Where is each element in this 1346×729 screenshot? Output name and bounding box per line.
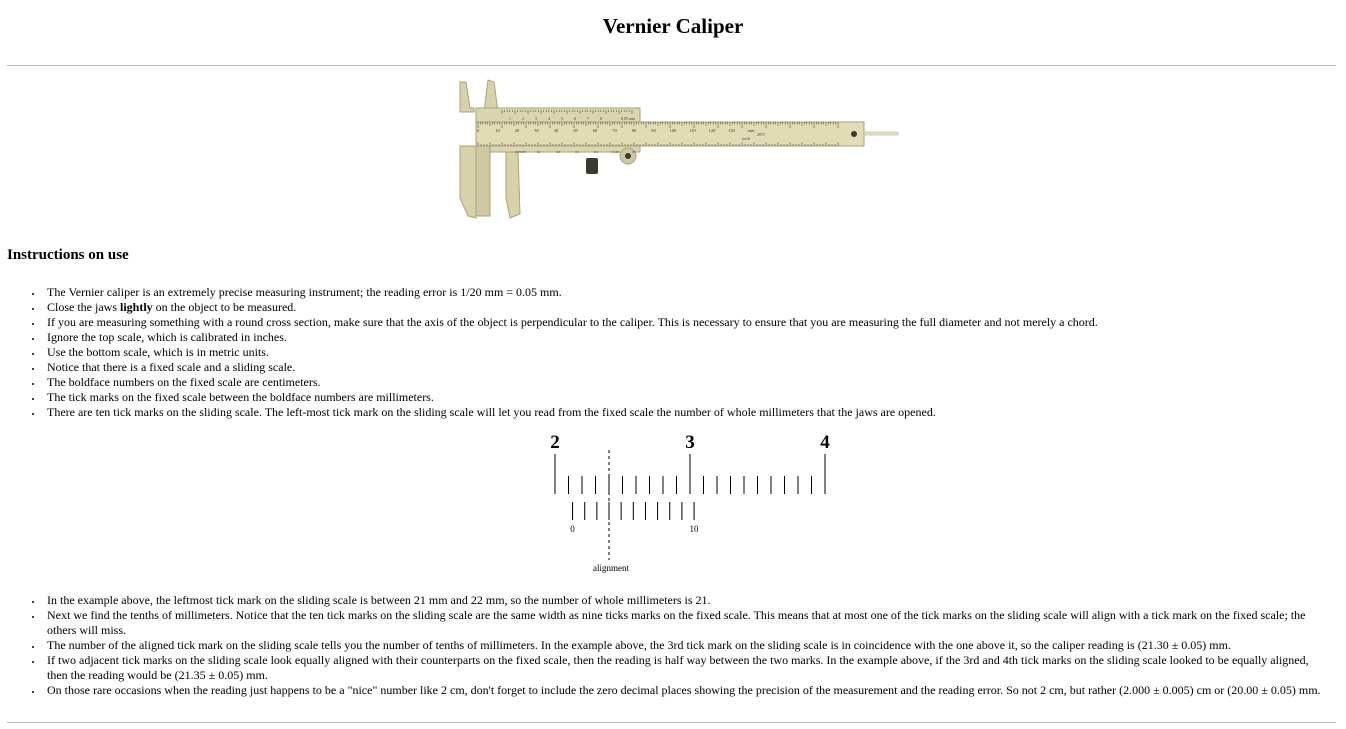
caliper-scale-label: 60 [592,128,598,133]
list-item [31,638,1331,653]
caliper-scale-label: mm [747,128,755,133]
vernier-diagram-svg [540,428,840,578]
sliding-jaw-upper [484,80,498,112]
instructions-list-2 [31,593,1331,698]
section-heading: Instructions on use [7,247,129,263]
thumb-wheel [586,158,598,174]
bold-text: lightly [120,300,153,314]
fixed-cm-label: 2 [550,432,560,453]
caliper-scale-label: 5 [561,116,563,121]
caliper-scale-label: inch [742,136,750,141]
caliper-scale-label: 70 [612,128,617,133]
vernier-label: 0 [570,524,575,534]
text-fragment: The tick marks on the fixed scale between the boldface numbers are millimeters. [47,390,434,404]
caliper-scale-label: 0 [476,128,480,133]
caliper-scale-label: 120 [708,128,716,133]
caliper-scale-label: 3 [535,116,537,121]
caliper-scale-label: 30 [534,128,539,133]
caliper-scale-label: 10 [495,128,500,133]
text-fragment: on the object to be measured. [152,300,297,314]
text-fragment: The number of the aligned tick mark on the sliding scale tells you the number of tenths of millimeters. In the example above, the 3rd tick mark on the sliding scale is in coincidence with the one above it, so the caliper reading is (21.30 ± 0.05) mm. [47,638,1231,652]
text-fragment: Ignore the top scale, which is calibrated in inches. [47,330,287,344]
fixed-cm-label: 4 [820,432,830,453]
caliper-scale-label: 80 [631,128,637,133]
text-fragment: If you are measuring something with a round cross section, make sure that the axis of the object is perpendicular to the caliper. This is necessary to ensure that you are measuring the full diameter and not merely a chord. [47,315,1098,329]
text-fragment: On those rare occasions when the reading just happens to be a "nice" number like 2 cm, don't forget to include the zero decimal places showing the precision of the measurement and the reading error. So not 2 cm, but rather (2.000 ± 0.005) cm or (20.00 ± 0.05) mm. [47,683,1321,697]
caliper-scale-label: 2 [522,116,524,121]
caliper-scale-label: 20 [514,128,520,133]
text-fragment: Next we find the tenths of millimeters. Notice that the ten tick marks on the sliding scale are the same width as nine ticks marks on the fixed scale. This means that at most one of the tick marks on the sliding scale will align with a tick mark on the fixed scale; the others will miss. [47,608,1306,637]
text-fragment: The boldface numbers on the fixed scale are centimeters. [47,375,321,389]
alignment-label: alignment [593,563,629,573]
list-item [31,653,1331,683]
caliper-scale-label: 1/INCH [514,150,526,154]
text-fragment: There are ten tick marks on the sliding scale. The left-most tick mark on the sliding scale will let you read from the fixed scale the number of whole millimeters that the jaws are opened. [47,405,936,419]
list-item [31,360,1331,375]
caliper-scale-label: 6 [574,116,576,121]
caliper-scale-label: 05 [632,150,636,154]
caliper-scale-label: 130 [728,128,735,133]
list-item [31,315,1331,330]
text-fragment: Use the bottom scale, which is in metric units. [47,345,269,359]
caliper-scale-label: 03 [575,150,579,154]
bottom-divider [7,722,1336,723]
text-fragment: The Vernier caliper is an extremely precise measuring instrument; the reading error is 1/20 mm = 0.05 mm. [47,285,562,299]
text-fragment: In the example above, the leftmost tick mark on the sliding scale is between 21 mm and 22 mm, so the number of whole millimeters is 21. [47,593,711,607]
caliper-scale-label: 8 [600,116,602,121]
fixed-jaw-lower [460,146,476,218]
caliper-scale-label: 0.05 mm [620,116,636,121]
list-item [31,345,1331,360]
caliper-scale-label: 50 [573,128,578,133]
fixed-jaw-upper [460,82,474,112]
caliper-scale-label: 20°C [756,132,766,137]
list-item [31,330,1331,345]
page-title: Vernier Caliper [602,14,744,38]
list-item [31,608,1331,638]
caliper-scale-label: 4 [548,116,550,121]
text-fragment: Notice that there is a fixed scale and a sliding scale. [47,360,296,374]
caliper-drawing [446,78,900,223]
list-item [31,405,1331,420]
vernier-caliper-image [446,78,900,223]
caliper-scale-label: 110 [689,128,696,133]
vernier-label: 10 [689,524,699,534]
list-item [31,390,1331,405]
caliper-scale-label: 04 [594,150,598,154]
list-item [31,285,1331,300]
list-item [31,300,1331,315]
caliper-scale-label: 01 [537,150,541,154]
list-item [31,375,1331,390]
caliper-scale-label: 7 [587,116,589,121]
list-item [31,593,1331,608]
list-item [31,683,1331,698]
sliding-jaw-lower [506,152,520,218]
instructions-list-1 [31,285,1331,420]
caliper-scale-label: 40 [553,128,559,133]
caliper-scale-label: 90 [651,128,656,133]
fixed-cm-label: 3 [685,432,695,453]
screw-hole [851,131,857,137]
caliper-scale-label: 1 [509,116,511,121]
caliper-scale-label: 02 [556,150,560,154]
vernier-reading-diagram [540,428,840,578]
text-fragment: Close the jaws [47,300,120,314]
caliper-scale-label: 1/128 [611,150,619,154]
depth-rod [864,132,898,135]
top-divider [7,65,1336,66]
caliper-scale-label: 100 [669,128,677,133]
text-fragment: If two adjacent tick marks on the sliding scale look equally aligned with their counterparts on the fixed scale, then the reading is half way between the two marks. In the example above, if the 3rd and 4th tick marks on the sliding scale looked to be equally aligned, then the reading would be (21.35 ± 0.05) mm. [47,653,1309,682]
